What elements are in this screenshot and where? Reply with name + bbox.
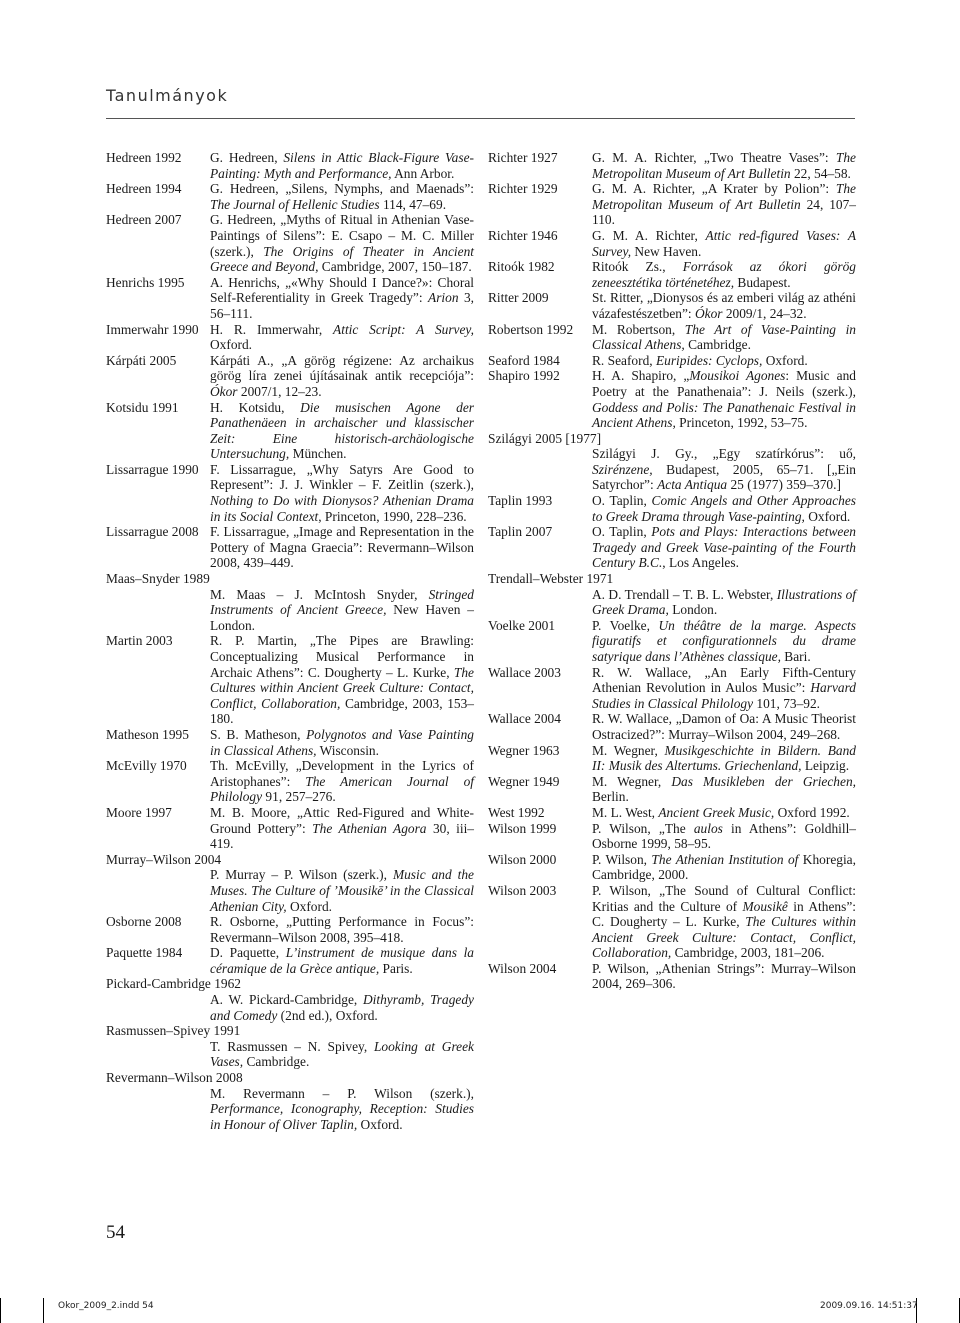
entry-text: R. P. Martin, „The Pipes are Brawling: Conceptualizing Musical Performance in Archaic Athens”: C. Dougherty – L. Kurke, The Cultures within Ancient Greek Culture: Contact, Conflict, Collaboration, Cambridge, 2003, 153–180. bbox=[210, 633, 474, 727]
entry-key: Pickard-Cambridge 1962 bbox=[106, 976, 241, 992]
bibliography-entry bbox=[106, 633, 474, 727]
entry-key: Osborne 2008 bbox=[106, 914, 182, 930]
entry-text: M. B. Moore, „Attic Red-Figured and White-Ground Pottery”: The Athenian Agora 30, iii–419. bbox=[210, 804, 474, 852]
entry-key: Lissarrague 2008 bbox=[106, 524, 199, 540]
entry-text: P. Voelke, Un théâtre de la marge. Aspects figuratifs et configurationnels du drame satyrique dans l’Athènes classique, Bari. bbox=[592, 617, 856, 664]
bibliography-entry bbox=[488, 368, 856, 430]
entry-key: Hedreen 2007 bbox=[106, 212, 182, 228]
entry-text: M. Wegner, Das Musikleben der Griechen, Berlin. bbox=[592, 773, 856, 805]
entry-text: F. Lissarrague, „Why Satyrs Are Good to Represent”: J. J. Winkler – F. Zeitlin (szerk.), Nothing to Do with Dionysos? Athenian Drama in its Social Context, Princeton, 1990, 228–236. bbox=[210, 461, 474, 524]
bibliography-entry bbox=[106, 524, 474, 571]
entry-key: Richter 1927 bbox=[488, 150, 558, 165]
bibliography-right-column bbox=[488, 150, 856, 992]
page-number: 54 bbox=[106, 1222, 125, 1243]
entry-key: Wegner 1963 bbox=[488, 742, 560, 758]
entry-text: D. Paquette, L’instrument de musique dans la céramique de la Grèce antique, Paris. bbox=[210, 945, 474, 976]
bibliography-entry bbox=[106, 805, 474, 852]
entry-text: R. Seaford, Euripides: Cyclops, Oxford. bbox=[592, 352, 808, 368]
entry-key: Wilson 2000 bbox=[488, 851, 557, 867]
bibliography-entry bbox=[106, 571, 474, 633]
entry-text: R. W. Wallace, „An Early Fifth-Century Athenian Revolution in Aulos Music”: Harvard Studies in Classical Philology 101, 73–92. bbox=[592, 664, 856, 711]
bibliography-entry bbox=[106, 1070, 474, 1132]
entry-text: F. Lissarrague, „Image and Representation in the Pottery of Magna Graecia”: Revermann–Wilson 2008, 439–449. bbox=[210, 524, 474, 571]
entry-key: Lissarrague 1990 bbox=[106, 461, 199, 477]
bibliography-entry bbox=[488, 181, 856, 228]
entry-text: R. W. Wallace, „Damon of Oa: A Music Theorist Ostracized?”: Murray–Wilson 2004, 249–268. bbox=[592, 711, 856, 742]
bibliography-entry bbox=[106, 727, 474, 758]
crop-mark bbox=[43, 1298, 44, 1323]
entry-key: Moore 1997 bbox=[106, 804, 172, 820]
bibliography-entry bbox=[106, 353, 474, 400]
entry-key: Wallace 2004 bbox=[488, 711, 561, 727]
bibliography-entry bbox=[488, 322, 856, 353]
entry-text: R. Osborne, „Putting Performance in Focus”: Revermann–Wilson 2008, 395–418. bbox=[210, 914, 474, 945]
entry-key: Richter 1946 bbox=[488, 227, 558, 243]
entry-text: G. Hedreen, „Myths of Ritual in Athenian Vase-Paintings of Silens”: E. Csapo – M. C. Miller (szerk.), The Origins of Theater in Ancient Greece and Beyond, Cambridge, 2007, 150–187. bbox=[210, 212, 474, 275]
entry-text: P. Wilson, „Athenian Strings”: Murray–Wilson 2004, 269–306. bbox=[592, 960, 856, 992]
entry-key: Wilson 2004 bbox=[488, 960, 557, 976]
entry-key: Paquette 1984 bbox=[106, 945, 183, 961]
entry-key: Hedreen 1992 bbox=[106, 150, 182, 165]
entry-text: Kárpáti A., „A görög régizene: Az archaikus görög líra zenei újításainak antik recepciója”: Ókor 2007/1, 12–23. bbox=[210, 352, 474, 399]
bibliography-left-column bbox=[106, 150, 474, 1132]
entry-text: G. M. A. Richter, „A Krater by Polion”: The Metropolitan Museum of Art Bulletin 24, 107–110. bbox=[592, 181, 856, 228]
entry-key: Revermann–Wilson 2008 bbox=[106, 1070, 243, 1086]
entry-key: Taplin 1993 bbox=[488, 493, 553, 509]
bibliography-entry bbox=[488, 805, 856, 821]
entry-key: Murray–Wilson 2004 bbox=[106, 851, 222, 867]
entry-text: G. M. A. Richter, Attic red-figured Vases: A Survey, New Haven. bbox=[592, 227, 856, 259]
bibliography-entry bbox=[488, 353, 856, 369]
entry-text: P. Wilson, „The Sound of Cultural Conflict: Kritias and the Culture of Mousikê in Athens”: C. Dougherty – L. Kurke, The Cultures within Ancient Greek Culture: Contact, Conflict, Collaboration, Cambridge, 2003, 181–206. bbox=[592, 882, 856, 961]
entry-key: Maas–Snyder 1989 bbox=[106, 571, 210, 587]
entry-text: H. Kotsidu, Die musischen Agone der Panathenäeen in archaischer und klassischer Zeit: Eine historisch-archäologische Untersuchung, München. bbox=[210, 399, 474, 462]
bibliography-entry bbox=[488, 774, 856, 805]
entry-key: Wilson 1999 bbox=[488, 820, 557, 836]
entry-key: Hedreen 1994 bbox=[106, 181, 182, 197]
entry-key: Taplin 2007 bbox=[488, 524, 553, 540]
footer-date: 2009.09.16. 14:51:37 bbox=[820, 1301, 918, 1311]
entry-key: Matheson 1995 bbox=[106, 726, 189, 742]
entry-text: P. Wilson, The Athenian Institution of Khoregia, Cambridge, 2000. bbox=[592, 851, 856, 883]
entry-text: Szilágyi J. Gy., „Egy szatírkórus”: uő, Szirénzene, Budapest, 2005, 65–71. [„Ein Satyrchor”: Acta Antiqua 25 (1977) 359–370.] bbox=[592, 446, 856, 493]
entry-key: Ritoók 1982 bbox=[488, 259, 555, 275]
bibliography-entry bbox=[488, 743, 856, 774]
entry-text: Ritoók Zs., Források az ókori görög zeneesztétika történetéhez, Budapest. bbox=[592, 259, 856, 290]
entry-key: Henrichs 1995 bbox=[106, 274, 185, 290]
entry-key: Seaford 1984 bbox=[488, 352, 560, 368]
bibliography-entry bbox=[488, 493, 856, 524]
bibliography-entry bbox=[106, 976, 474, 1023]
bibliography-entry bbox=[488, 852, 856, 883]
entry-key: Immerwahr 1990 bbox=[106, 321, 199, 337]
entry-text: M. Robertson, The Art of Vase-Painting in Classical Athens, Cambridge. bbox=[592, 321, 856, 353]
bibliography-entry bbox=[488, 228, 856, 259]
bibliography-entry bbox=[488, 431, 856, 493]
bibliography-entry bbox=[488, 259, 856, 290]
entry-text: M. Revermann – P. Wilson (szerk.), Performance, Iconography, Reception: Studies in Honour of Oliver Taplin, Oxford. bbox=[210, 1085, 474, 1132]
entry-key: Wallace 2003 bbox=[488, 664, 561, 680]
entry-text: P. Murray – P. Wilson (szerk.), Music and the Muses. The Culture of ’Mousikē’ in the Classical Athenian City, Oxford. bbox=[210, 867, 475, 914]
entry-text: G. Hedreen, „Silens, Nymphs, and Maenads”: The Journal of Hellenic Studies 114, 47–69. bbox=[210, 181, 474, 212]
entry-text: T. Rasmussen – N. Spivey, Looking at Greek Vases, Cambridge. bbox=[210, 1038, 475, 1070]
entry-key: Ritter 2009 bbox=[488, 290, 549, 306]
bibliography-entry bbox=[106, 150, 474, 181]
entry-text: O. Taplin, Pots and Plays: Interactions between Tragedy and Greek Vase-painting of the Fourth Century B.C., Los Angeles. bbox=[592, 524, 856, 571]
footer-file: Okor_2009_2.indd 54 bbox=[58, 1301, 154, 1311]
bibliography-entry bbox=[106, 462, 474, 524]
entry-text: M. Wegner, Musikgeschichte in Bildern. Band II: Musik des Altertums. Griechenland, Leipzig. bbox=[592, 742, 856, 774]
entry-key: Shapiro 1992 bbox=[488, 368, 560, 384]
bibliography-entry bbox=[488, 150, 856, 181]
bibliography-entry bbox=[106, 945, 474, 976]
entry-key: Kotsidu 1991 bbox=[106, 399, 179, 415]
entry-text: St. Ritter, „Dionysos és az emberi világ az athéni vázafestészetben”: Ókor 2009/1, 24–32. bbox=[592, 290, 856, 321]
bibliography-entry bbox=[106, 758, 474, 805]
bibliography-entry bbox=[488, 665, 856, 712]
bibliography-entry bbox=[106, 322, 474, 353]
entry-key: Wilson 2003 bbox=[488, 882, 557, 898]
entry-key: McEvilly 1970 bbox=[106, 758, 187, 774]
entry-key: Kárpáti 2005 bbox=[106, 352, 177, 368]
entry-text: G. M. A. Richter, „Two Theatre Vases”: The Metropolitan Museum of Art Bulletin 22, 54–58. bbox=[592, 150, 856, 181]
bibliography-entry bbox=[488, 524, 856, 571]
entry-text: A. Henrichs, „«Why Should I Dance?»: Choral Self-Referentiality in Greek Tragedy”: Arion 3, 56–111. bbox=[210, 274, 474, 321]
entry-key: Robertson 1992 bbox=[488, 321, 574, 337]
bibliography-entry bbox=[488, 711, 856, 742]
crop-mark bbox=[0, 1298, 1, 1323]
entry-text: O. Taplin, Comic Angels and Other Approaches to Greek Drama through Vase-painting, Oxford. bbox=[592, 493, 857, 524]
entry-text: M. L. West, Ancient Greek Music, Oxford 1992. bbox=[592, 804, 850, 820]
entry-text: S. B. Matheson, Polygnotos and Vase Painting in Classical Athens, Wisconsin. bbox=[210, 726, 475, 758]
bibliography-entry bbox=[488, 571, 856, 618]
entry-key: Trendall–Webster 1971 bbox=[488, 571, 614, 587]
entry-key: Wegner 1949 bbox=[488, 773, 560, 789]
bibliography-entry bbox=[488, 821, 856, 852]
entry-text: P. Wilson, „The aulos in Athens”: Goldhill–Osborne 1999, 58–95. bbox=[592, 820, 856, 852]
entry-text: A. D. Trendall – T. B. L. Webster, Illustrations of Greek Drama, London. bbox=[592, 586, 856, 618]
entry-text: G. Hedreen, Silens in Attic Black-Figure Vase-Painting: Myth and Performance, Ann Arbor. bbox=[210, 150, 474, 181]
bibliography-entry bbox=[106, 275, 474, 322]
entry-key: Voelke 2001 bbox=[488, 617, 556, 633]
entry-text: Th. McEvilly, „Development in the Lyrics of Aristophanes”: The American Journal of Philology 91, 257–276. bbox=[210, 758, 474, 805]
bibliography-entry bbox=[106, 181, 474, 212]
bibliography-entry bbox=[106, 852, 474, 914]
entry-key: Rasmussen–Spivey 1991 bbox=[106, 1023, 241, 1039]
bibliography-entry bbox=[106, 1023, 474, 1070]
header-rule bbox=[106, 118, 855, 119]
entry-text: A. W. Pickard-Cambridge, Dithyramb, Tragedy and Comedy (2nd ed.), Oxford. bbox=[210, 992, 474, 1023]
entry-text: H. R. Immerwahr, Attic Script: A Survey, Oxford. bbox=[210, 321, 474, 353]
entry-key: West 1992 bbox=[488, 804, 545, 820]
bibliography-entry bbox=[488, 290, 856, 321]
bibliography-entry bbox=[488, 961, 856, 992]
bibliography-entry bbox=[106, 914, 474, 945]
bibliography-entry bbox=[106, 212, 474, 274]
entry-key: Martin 2003 bbox=[106, 633, 173, 649]
bibliography-entry bbox=[488, 883, 856, 961]
bibliography-entry bbox=[106, 400, 474, 462]
running-header: Tanulmányok bbox=[106, 86, 229, 105]
entry-key: Szilágyi 2005 [1977] bbox=[488, 430, 602, 446]
bibliography-entry bbox=[488, 618, 856, 665]
entry-key: Richter 1929 bbox=[488, 181, 558, 197]
entry-text: H. A. Shapiro, „Mousikoi Agones: Music and Poetry at the Panathenaia”: J. Neils (szerk.), Goddess and Polis: The Panathenaic Festival in Ancient Athens, Princeton, 1992, 53–75. bbox=[592, 368, 856, 431]
entry-text: M. Maas – J. McIntosh Snyder, Stringed Instruments of Ancient Greece, New Haven – London. bbox=[210, 586, 474, 633]
